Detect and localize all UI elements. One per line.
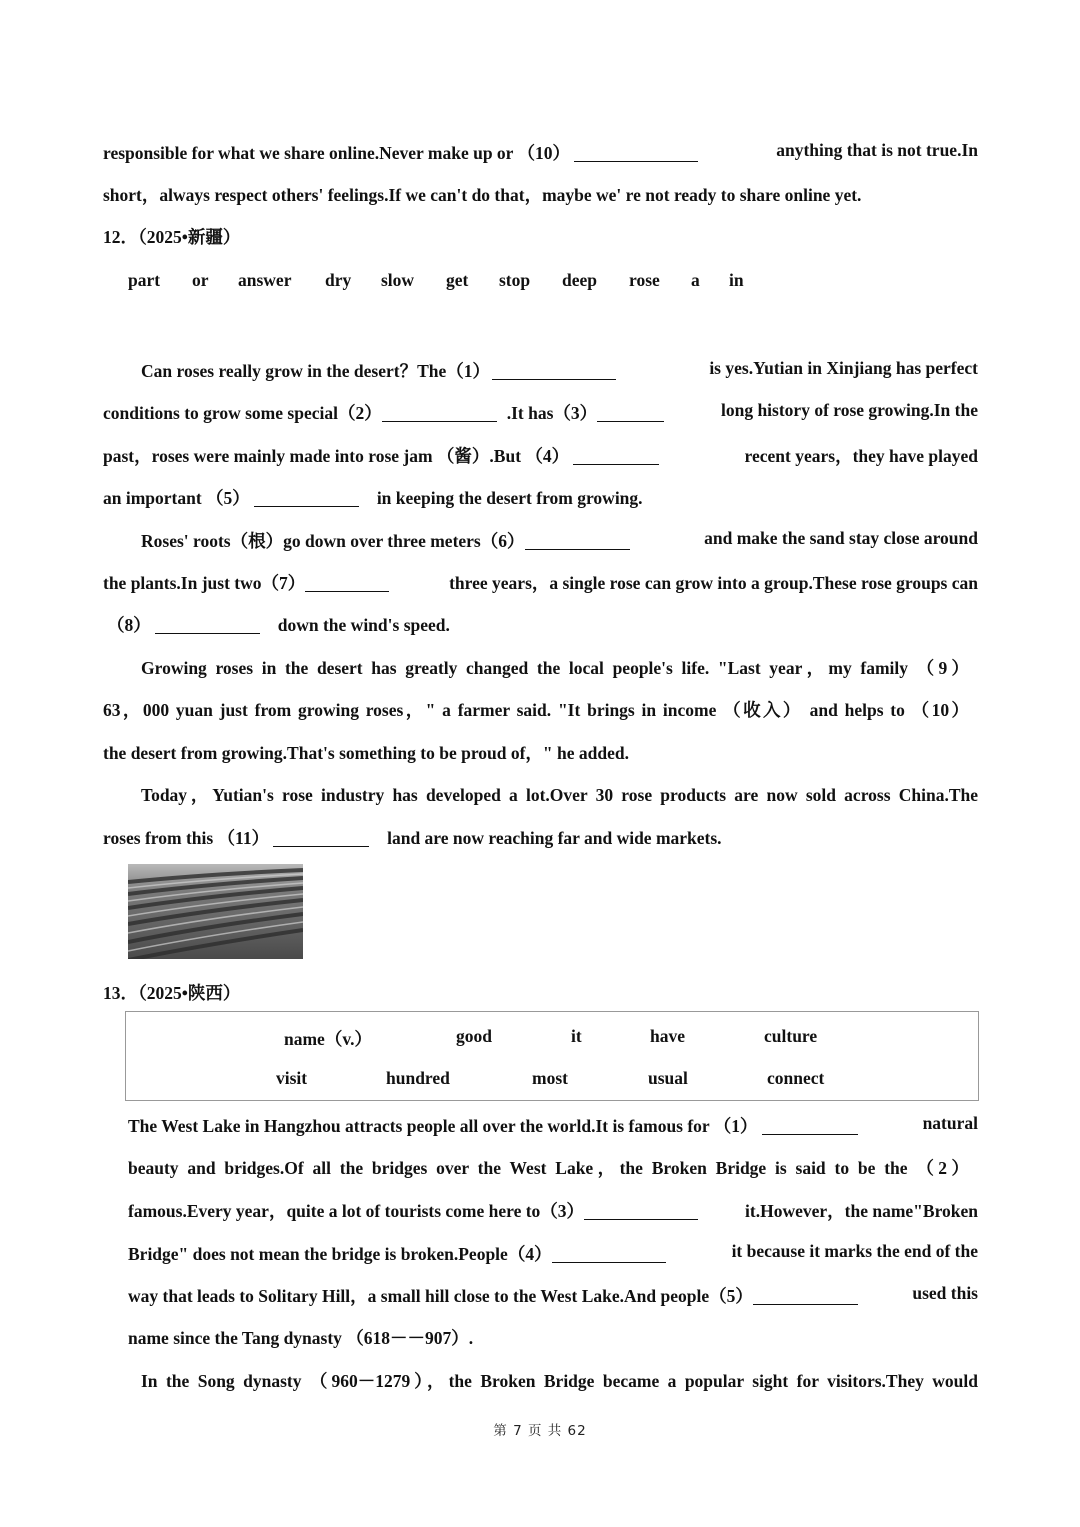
answer-blank[interactable] <box>762 1117 858 1136</box>
text-segment: The West Lake in Hangzhou attracts people all over the world.It is famous for （1） <box>128 1116 758 1136</box>
text-line <box>107 612 450 637</box>
text-segment: long history of rose growing.In the <box>720 400 978 420</box>
word-bank-item: get <box>446 270 469 290</box>
text-segment: it.However，the name"Broken <box>745 1201 978 1221</box>
word-box-item: visit <box>276 1068 308 1088</box>
answer-blank[interactable] <box>305 574 389 593</box>
text-line <box>103 400 978 425</box>
text-line <box>128 1241 978 1266</box>
word-bank-item: answer <box>238 270 292 290</box>
text-segment: the plants.In just two（7） <box>103 573 306 593</box>
text-segment: anything that is not true.In <box>776 140 978 160</box>
word-bank-item: a <box>691 270 700 290</box>
text-line <box>128 1198 978 1223</box>
text-line: Growing roses in the desert has greatly changed the local people's life. "Last year，my family （9） <box>141 658 969 678</box>
text-segment: natural <box>922 1113 978 1133</box>
text-segment: land are now reaching far and wide markets. <box>387 828 722 848</box>
text-segment: an important （5） <box>103 488 250 508</box>
answer-blank[interactable] <box>525 532 630 551</box>
text-segment: and make the sand stay close around <box>704 528 978 548</box>
rose-field-photo <box>128 864 303 959</box>
word-box-item: connect <box>767 1068 825 1088</box>
text-line <box>128 1113 978 1138</box>
text-segment: famous.Every year，quite a lot of tourists come here to（3） <box>128 1201 585 1221</box>
word-box-item: most <box>532 1068 568 1088</box>
text-line: 63，000 yuan just from growing roses，" a farmer said. "It brings in income （收入） and helps to （10） <box>103 700 969 720</box>
rose-field-image <box>128 864 303 959</box>
text-segment: down the wind's speed. <box>277 615 450 635</box>
word-bank-item: deep <box>562 270 597 290</box>
word-box-item: have <box>650 1026 685 1046</box>
word-box-item: name（v.） <box>284 1029 372 1049</box>
text-segment: Roses' roots（根）go down over three meters（6） <box>141 531 525 551</box>
answer-blank[interactable] <box>273 829 369 848</box>
text-segment: responsible for what we share online.Never make up or （10） <box>103 143 570 163</box>
text-segment: （8） <box>107 615 151 635</box>
text-line <box>103 570 978 595</box>
word-box-item: usual <box>648 1068 688 1088</box>
answer-blank[interactable] <box>753 1287 858 1306</box>
text-line <box>128 1283 978 1308</box>
text-segment: is yes.Yutian in Xinjiang has perfect <box>709 358 978 378</box>
text-segment: Can roses really grow in the desert？The（1） <box>141 361 491 381</box>
word-box-item: good <box>456 1026 492 1046</box>
text-segment: in keeping the desert from growing. <box>376 488 643 508</box>
text-segment: three years，a single rose can grow into a group.These rose groups can <box>449 573 978 593</box>
text-line <box>103 825 722 850</box>
word-box-item: it <box>571 1026 582 1046</box>
word-bank-item: in <box>729 270 744 290</box>
text-line: name since the Tang dynasty （618－－907）. <box>128 1328 474 1348</box>
word-bank-item: part <box>128 270 161 290</box>
answer-blank[interactable] <box>584 1202 698 1221</box>
text-segment: .It has（3） <box>506 403 598 423</box>
text-line: In the Song dynasty （960－1279），the Broken Bridge became a popular sight for visitors.They would <box>141 1371 978 1391</box>
word-box <box>125 1011 979 1101</box>
text-line <box>103 443 978 468</box>
word-bank-item: stop <box>499 270 531 290</box>
answer-blank[interactable] <box>254 489 359 508</box>
text-line: short，always respect others' feelings.If we can't do that，maybe we' re not ready to share online yet. <box>103 185 862 205</box>
text-line <box>103 485 643 510</box>
text-segment: it because it marks the end of the <box>731 1241 978 1261</box>
text-line <box>103 140 978 165</box>
text-segment: conditions to grow some special（2） <box>103 403 382 423</box>
answer-blank[interactable] <box>552 1245 666 1264</box>
text-line <box>141 528 978 553</box>
text-segment: roses from this （11） <box>103 828 270 848</box>
answer-blank[interactable] <box>597 404 664 423</box>
answer-blank[interactable] <box>574 144 698 163</box>
text-segment: Bridge" does not mean the bridge is broken.People（4） <box>128 1244 552 1264</box>
answer-blank[interactable] <box>155 616 260 635</box>
word-box-item: hundred <box>386 1068 450 1088</box>
word-bank-item: or <box>192 270 209 290</box>
text-segment: past，roses were mainly made into rose jam （酱）.But （4） <box>103 446 570 466</box>
page-footer: 第 7 页 共 62 <box>493 1423 587 1439</box>
word-bank-item: dry <box>325 270 352 290</box>
word-box-item: culture <box>764 1026 818 1046</box>
word-bank-item: slow <box>381 270 415 290</box>
text-line <box>141 358 978 383</box>
text-segment: used this <box>912 1283 978 1303</box>
question-number: 13．（2025•陕西） <box>103 983 241 1003</box>
text-segment: way that leads to Solitary Hill，a small hill close to the West Lake.And people（5） <box>128 1286 753 1306</box>
answer-blank[interactable] <box>492 362 616 381</box>
word-bank-item: rose <box>629 270 660 290</box>
question-number: 12．（2025•新疆） <box>103 227 241 247</box>
answer-blank[interactable] <box>382 404 497 423</box>
text-line: the desert from growing.That's something to be proud of，" he added. <box>103 743 629 763</box>
text-line: beauty and bridges.Of all the bridges over the West Lake，the Broken Bridge is said to be the （2） <box>128 1158 969 1178</box>
text-segment: recent years，they have played <box>744 446 978 466</box>
answer-blank[interactable] <box>573 447 659 466</box>
text-line: Today，Yutian's rose industry has developed a lot.Over 30 rose products are now sold across China.The <box>141 785 978 805</box>
